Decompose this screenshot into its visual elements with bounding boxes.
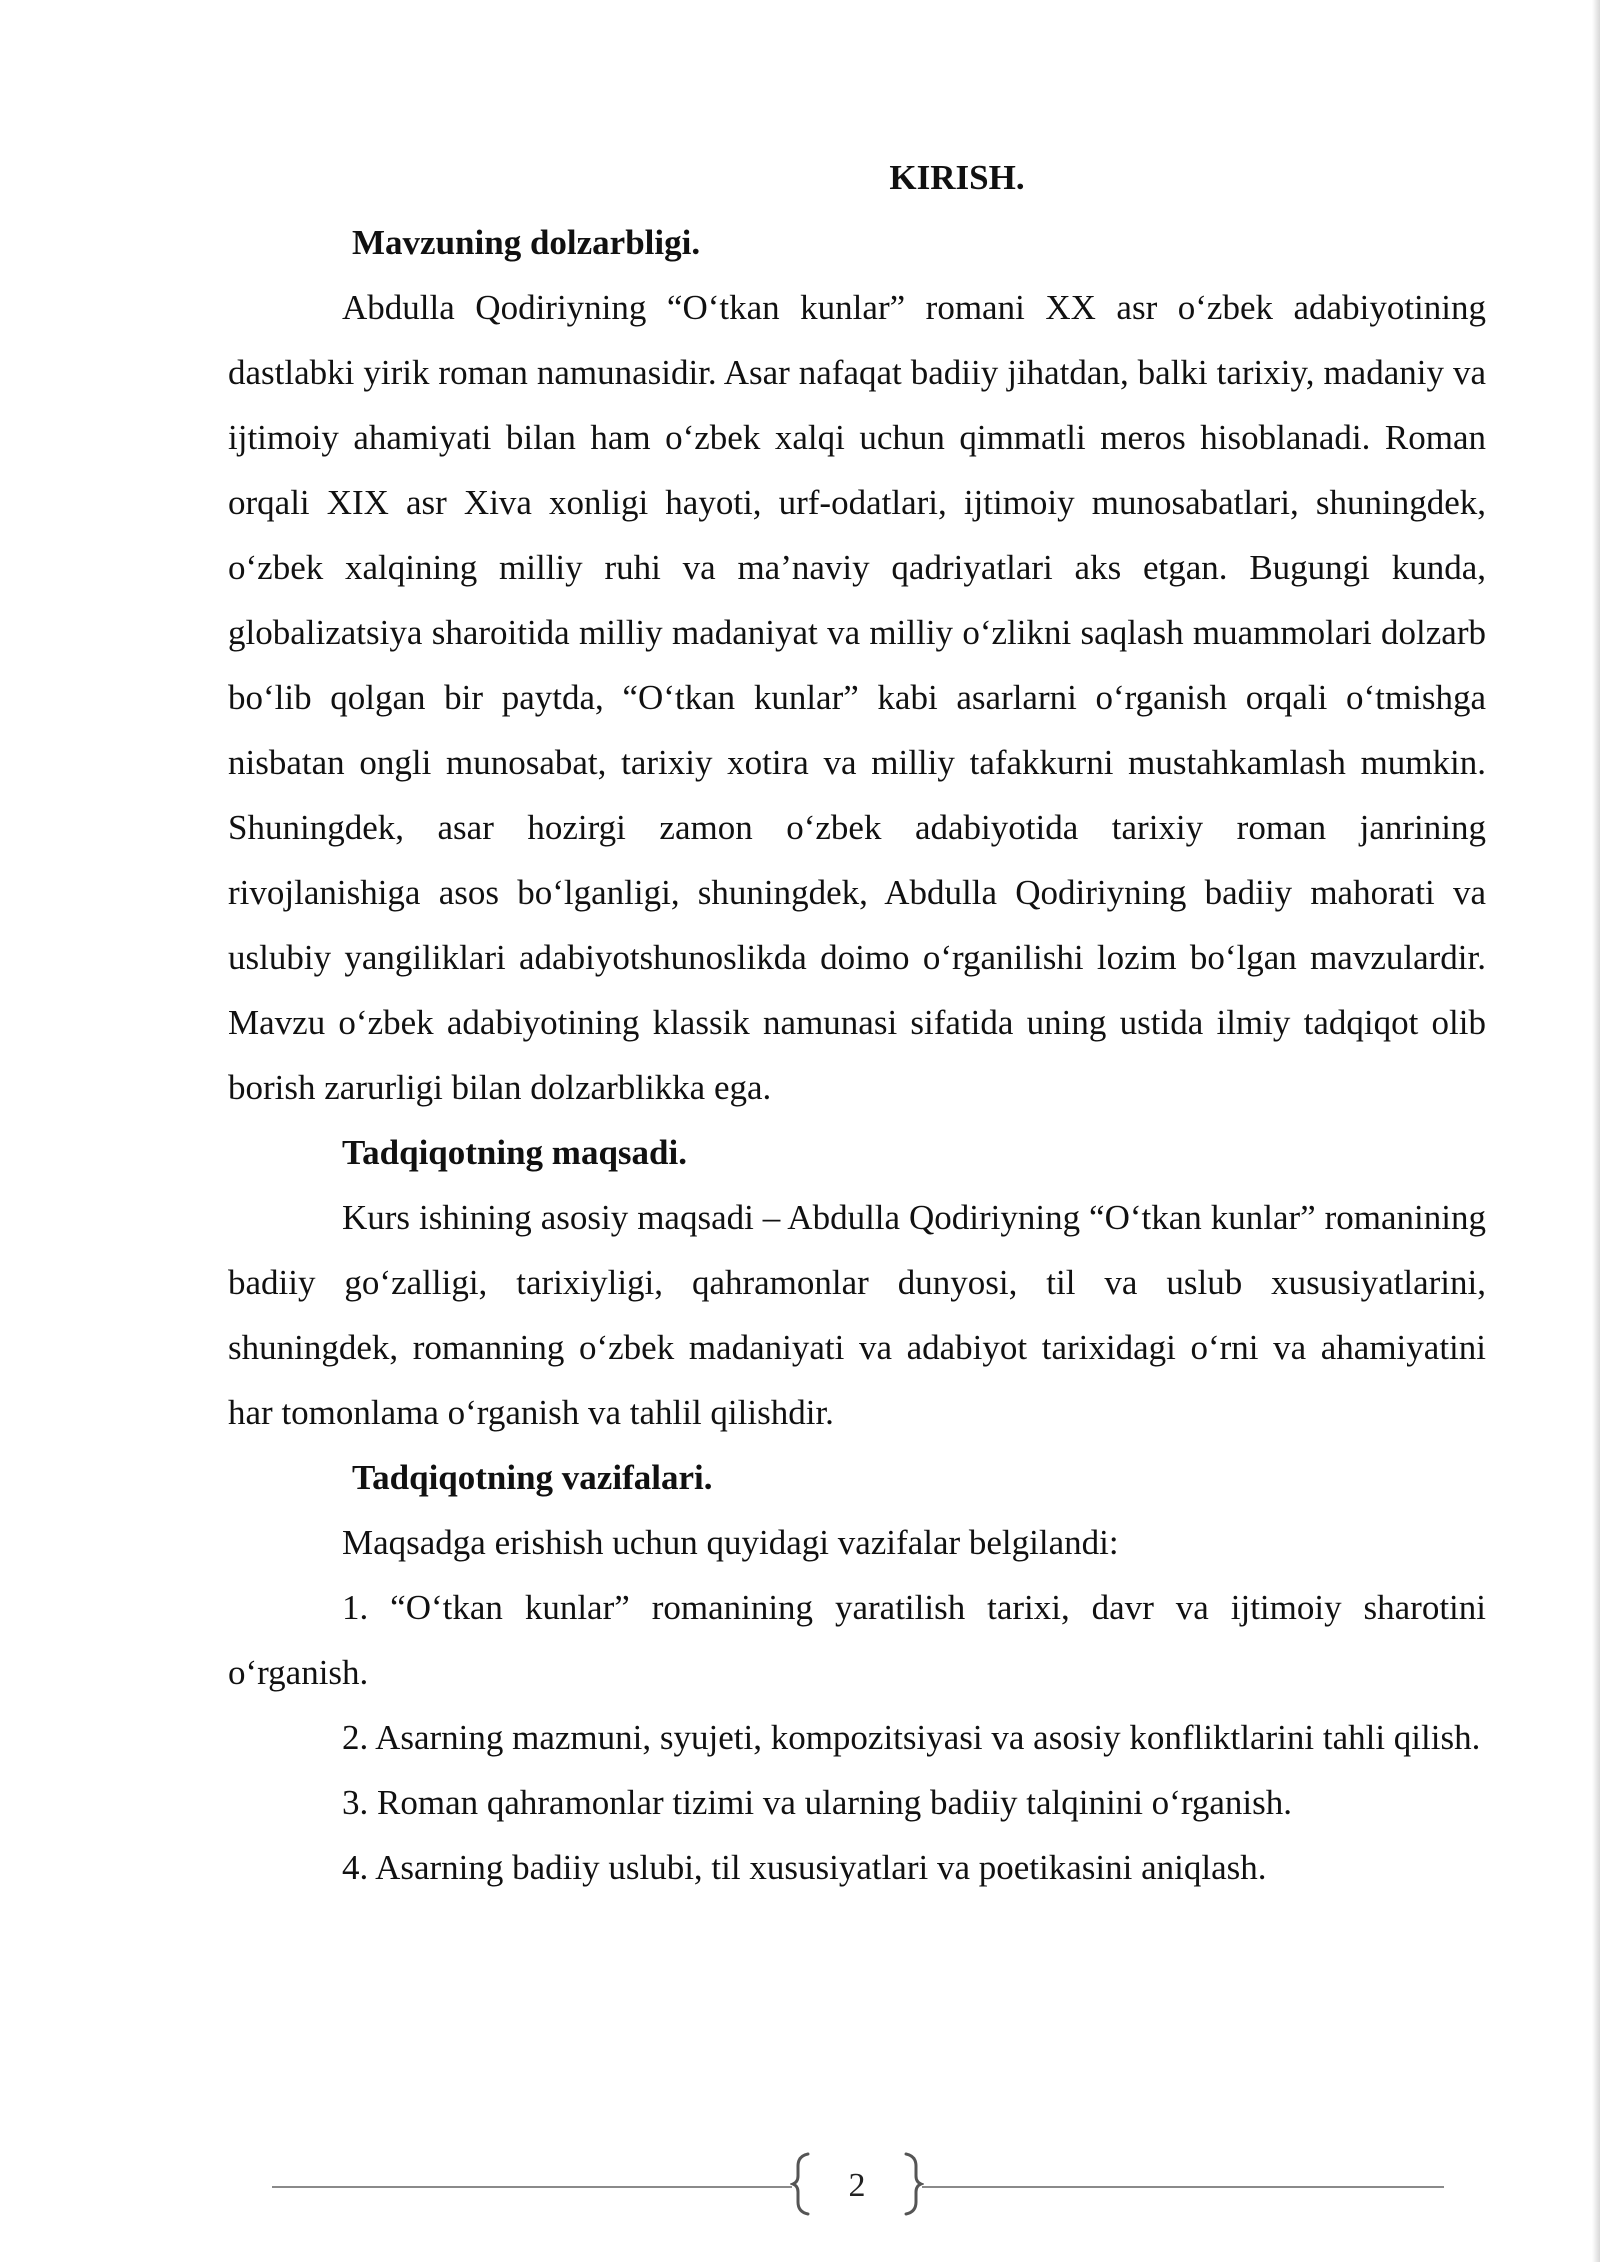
task-item: 2. Asarning mazmuni, syujeti, kompozitsiyasi va asosiy konfliktlarini tahli qilish. (342, 1718, 1481, 1757)
page-title: KIRISH. (889, 158, 1025, 197)
page-edge-shadow (1592, 0, 1600, 2262)
task-item: 3. Roman qahramonlar tizimi va ularning badiiy talqinini o‘rganish. (342, 1783, 1292, 1822)
footer-rule-right (922, 2186, 1444, 2188)
section-heading-relevance: Mavzuning dolzarbligi. (352, 223, 701, 262)
tasks-intro: Maqsadga erishish uchun quyidagi vazifalar belgilandi: (342, 1523, 1119, 1562)
page-footer (272, 2152, 1444, 2222)
task-item: 4. Asarning badiiy uslubi, til xususiyatlari va poetikasini aniqlash. (342, 1848, 1267, 1887)
section-heading-tasks: Tadqiqotning vazifalari. (352, 1458, 713, 1497)
goal-paragraph: Kurs ishining asosiy maqsadi – Abdulla Qodiriyning “O‘tkan kunlar” romanining badiiy go‘zalligi, tarixiyligi, qahramonlar dunyosi, til va uslub xususiyatlarini, shuningdek, romanning o‘zbek madaniyati va adabiyot tarixidagi o‘rni va ahamiyatini har tomonlama o‘rganish va tahlil qilishdir. (228, 1198, 1486, 1432)
bracket-left-icon (790, 2152, 814, 2216)
page-content (228, 145, 1486, 1900)
page-number: 2 (848, 2167, 866, 2204)
footer-rule-left (272, 2186, 792, 2188)
section-heading-goal: Tadqiqotning maqsadi. (342, 1133, 687, 1172)
task-item: 1. “O‘tkan kunlar” romanining yaratilish tarixi, davr va ijtimoiy sharotini o‘rganish. (228, 1588, 1486, 1692)
relevance-paragraph: Abdulla Qodiriyning “O‘tkan kunlar” romani XX asr o‘zbek adabiyotining dastlabki yirik roman namunasidir. Asar nafaqat badiiy jihatdan, balki tarixiy, madaniy va ijtimoiy ahamiyati bilan ham o‘zbek xalqi uchun qimmatli meros hisoblanadi. Roman orqali XIX asr Xiva xonligi hayoti, urf-odatlari, ijtimoiy munosabatlari, shuningdek, o‘zbek xalqining milliy ruhi va ma’naviy qadriyatlari aks etgan. Bugungi kunda, globalizatsiya sharoitida milliy madaniyat va milliy o‘zlikni saqlash muammolari dolzarb bo‘lib qolgan bir paytda, “O‘tkan kunlar” kabi asarlarni o‘rganish orqali o‘tmishga nisbatan ongli munosabat, tarixiy xotira va milliy tafakkurni mustahkamlash mumkin. Shuningdek, asar hozirgi zamon o‘zbek adabiyotida tarixiy roman janrining rivojlanishiga asos bo‘lganligi, shuningdek, Abdulla Qodiriyning badiiy mahorati va uslubiy yangiliklari adabiyotshunoslikda doimo o‘rganilishi lozim bo‘lgan mavzulardir. Mavzu o‘zbek adabiyotining klassik namunasi sifatida uning ustida ilmiy tadqiqot olib borish zarurligi bilan dolzarblikka ega. (228, 288, 1486, 1107)
bracket-right-icon (900, 2152, 924, 2216)
